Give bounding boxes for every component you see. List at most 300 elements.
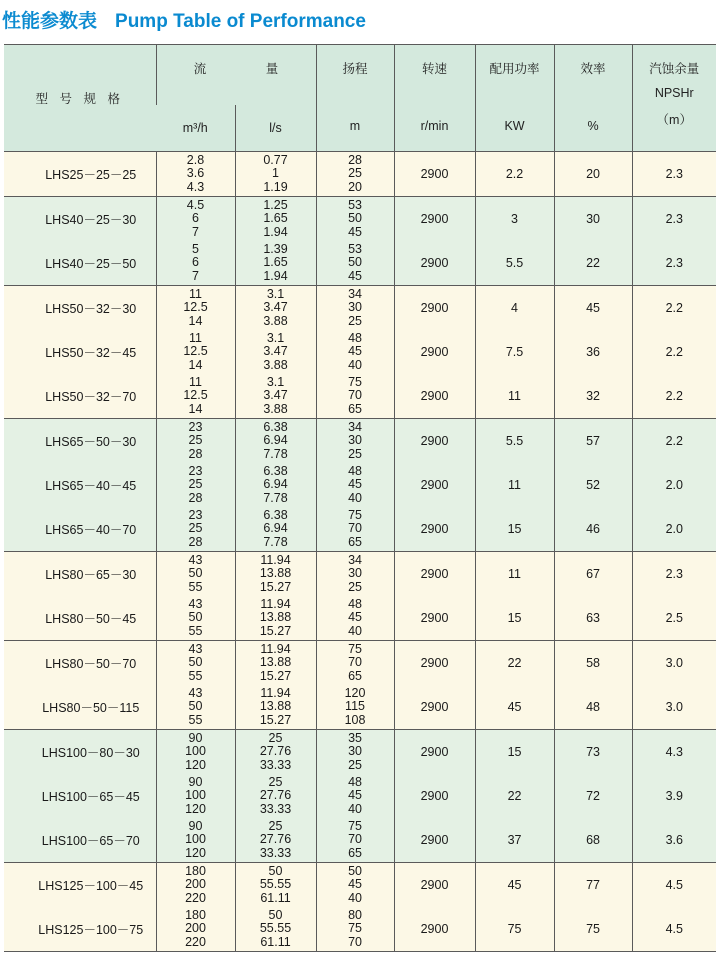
table-row xyxy=(4,685,716,730)
q-m3h-value: 220 xyxy=(185,934,206,949)
speed-cell: 2900 xyxy=(394,552,475,597)
header-head xyxy=(316,45,394,152)
efficiency-cell: 58 xyxy=(554,641,632,686)
power-cell: 11 xyxy=(475,552,554,597)
speed-cell: 2900 xyxy=(394,641,475,686)
efficiency-cell: 32 xyxy=(554,374,632,419)
table-row xyxy=(4,197,716,242)
speed-cell: 2900 xyxy=(394,685,475,730)
q-ls-value: 27.76 xyxy=(259,788,292,803)
table-row xyxy=(4,374,716,419)
npsh-cell: 2.3 xyxy=(632,197,716,242)
head-value: 40 xyxy=(348,801,362,816)
head-value: 70 xyxy=(348,934,362,949)
q-m3h-value: 43 xyxy=(188,552,203,567)
q-m3h-value: 6 xyxy=(192,211,199,226)
head-value: 40 xyxy=(348,490,362,505)
speed-cell: 2900 xyxy=(394,463,475,507)
q-m3h-value: 180 xyxy=(185,907,206,922)
npsh-cell: 2.3 xyxy=(632,152,716,197)
q-m3h-cell xyxy=(156,596,235,641)
q-ls-value: 7.78 xyxy=(263,446,288,461)
q-ls-value: 1.25 xyxy=(263,197,288,212)
table-row xyxy=(4,152,716,197)
q-ls-value: 27.76 xyxy=(259,744,292,759)
power-cell: 4 xyxy=(475,286,554,331)
head-value: 45 xyxy=(348,268,362,283)
q-ls-value: 3.47 xyxy=(263,300,288,315)
head-cell xyxy=(316,685,394,730)
model-cell: LHS100－65－45 xyxy=(4,774,156,818)
table-row xyxy=(4,330,716,374)
q-m3h-value: 14 xyxy=(188,401,203,416)
q-ls-cell xyxy=(235,863,316,908)
q-m3h-value: 4.3 xyxy=(186,179,205,194)
q-m3h-cell xyxy=(156,330,235,374)
q-ls-value: 1.94 xyxy=(263,224,288,239)
q-ls-value: 33.33 xyxy=(259,801,292,816)
q-ls-cell xyxy=(235,596,316,641)
speed-cell: 2900 xyxy=(394,818,475,863)
q-m3h-value: 28 xyxy=(188,490,203,505)
header-power-label: 配用功率 xyxy=(489,62,540,76)
q-m3h-value: 50 xyxy=(188,610,203,625)
q-ls-value: 3.88 xyxy=(263,357,288,372)
npsh-cell: 3.0 xyxy=(632,641,716,686)
head-value: 25 xyxy=(348,579,362,594)
q-m3h-value: 50 xyxy=(188,655,203,670)
q-ls-value: 3.47 xyxy=(263,344,288,359)
q-m3h-value: 6 xyxy=(192,255,199,270)
head-value: 70 xyxy=(348,388,362,403)
power-cell: 5.5 xyxy=(475,419,554,464)
q-ls-cell xyxy=(235,685,316,730)
header-flow: 流 量 xyxy=(156,45,316,106)
q-ls-value: 55.55 xyxy=(259,877,292,892)
head-cell xyxy=(316,774,394,818)
head-value: 34 xyxy=(348,286,362,301)
table-row xyxy=(4,596,716,641)
header-head-unit: m xyxy=(349,119,361,133)
npsh-cell: 3.0 xyxy=(632,685,716,730)
q-ls-cell xyxy=(235,286,316,331)
npsh-cell: 2.3 xyxy=(632,241,716,286)
head-cell xyxy=(316,641,394,686)
q-ls-value: 6.94 xyxy=(263,521,288,536)
speed-cell: 2900 xyxy=(394,197,475,242)
q-ls-value: 13.88 xyxy=(259,655,292,670)
head-value: 120 xyxy=(344,685,366,700)
q-m3h-cell xyxy=(156,463,235,507)
head-cell xyxy=(316,152,394,197)
head-value: 30 xyxy=(348,744,362,759)
model-cell: LHS25－25－25 xyxy=(4,152,156,197)
power-cell: 37 xyxy=(475,818,554,863)
q-m3h-cell xyxy=(156,907,235,952)
speed-cell: 2900 xyxy=(394,330,475,374)
q-ls-value: 3.88 xyxy=(263,313,288,328)
q-ls-value: 1.65 xyxy=(263,211,288,226)
q-m3h-value: 55 xyxy=(188,668,203,683)
q-ls-cell xyxy=(235,641,316,686)
model-cell: LHS50－32－45 xyxy=(4,330,156,374)
model-cell: LHS80－50－45 xyxy=(4,596,156,641)
table-row xyxy=(4,241,716,286)
q-ls-value: 33.33 xyxy=(259,845,292,860)
speed-cell: 2900 xyxy=(394,907,475,952)
title-en: Pump Table of Performance xyxy=(115,11,366,32)
q-m3h-value: 28 xyxy=(188,534,203,549)
q-ls-value: 0.77 xyxy=(263,152,288,167)
q-m3h-cell xyxy=(156,197,235,242)
speed-cell: 2900 xyxy=(394,596,475,641)
q-m3h-value: 120 xyxy=(185,757,206,772)
efficiency-cell: 52 xyxy=(554,463,632,507)
head-value: 25 xyxy=(348,446,362,461)
npsh-cell: 2.5 xyxy=(632,596,716,641)
head-cell xyxy=(316,730,394,775)
model-cell: LHS125－100－75 xyxy=(4,907,156,952)
model-cell: LHS100－80－30 xyxy=(4,730,156,775)
head-cell xyxy=(316,596,394,641)
q-m3h-value: 220 xyxy=(185,890,206,905)
speed-cell: 2900 xyxy=(394,730,475,775)
power-cell: 15 xyxy=(475,730,554,775)
q-ls-cell xyxy=(235,419,316,464)
q-ls-value: 3.1 xyxy=(266,374,285,389)
npsh-cell: 3.9 xyxy=(632,774,716,818)
model-cell: LHS125－100－45 xyxy=(4,863,156,908)
q-m3h-value: 55 xyxy=(188,579,203,594)
model-cell: LHS80－65－30 xyxy=(4,552,156,597)
head-value: 34 xyxy=(348,419,362,434)
head-value: 65 xyxy=(348,668,362,683)
head-cell xyxy=(316,818,394,863)
q-m3h-value: 43 xyxy=(188,596,203,611)
q-ls-value: 61.11 xyxy=(260,934,291,949)
power-cell: 45 xyxy=(475,685,554,730)
q-ls-value: 6.38 xyxy=(263,507,288,522)
efficiency-cell: 75 xyxy=(554,907,632,952)
q-ls-value: 50 xyxy=(268,907,283,922)
power-cell: 11 xyxy=(475,463,554,507)
head-value: 48 xyxy=(348,596,362,611)
q-ls-value: 1.19 xyxy=(263,179,288,194)
q-m3h-value: 28 xyxy=(188,446,203,461)
q-m3h-value: 2.8 xyxy=(186,152,205,167)
head-value: 40 xyxy=(348,890,362,905)
head-value: 25 xyxy=(348,313,362,328)
power-cell: 22 xyxy=(475,641,554,686)
q-ls-value: 11.94 xyxy=(260,685,291,700)
q-ls-cell xyxy=(235,730,316,775)
q-ls-value: 55.55 xyxy=(259,921,292,936)
model-cell: LHS80－50－70 xyxy=(4,641,156,686)
npsh-cell: 2.2 xyxy=(632,330,716,374)
header-head-label: 扬程 xyxy=(342,62,368,76)
q-m3h-cell xyxy=(156,863,235,908)
q-m3h-value: 100 xyxy=(185,788,206,803)
head-value: 20 xyxy=(348,179,362,194)
head-value: 50 xyxy=(348,255,362,270)
q-ls-value: 6.94 xyxy=(263,433,288,448)
head-value: 75 xyxy=(348,921,362,936)
head-cell xyxy=(316,197,394,242)
head-value: 48 xyxy=(348,774,362,789)
q-ls-cell xyxy=(235,463,316,507)
q-m3h-cell xyxy=(156,818,235,863)
header-efficiency xyxy=(554,45,632,152)
q-m3h-value: 50 xyxy=(188,566,203,581)
head-value: 75 xyxy=(348,641,362,656)
head-value: 48 xyxy=(348,330,362,345)
q-m3h-cell xyxy=(156,641,235,686)
npsh-cell: 2.3 xyxy=(632,552,716,597)
table-row xyxy=(4,774,716,818)
head-value: 45 xyxy=(348,877,362,892)
head-value: 30 xyxy=(348,300,362,315)
efficiency-cell: 57 xyxy=(554,419,632,464)
q-m3h-value: 12.5 xyxy=(183,388,208,403)
model-cell: LHS100－65－70 xyxy=(4,818,156,863)
speed-cell: 2900 xyxy=(394,507,475,552)
q-m3h-cell xyxy=(156,241,235,286)
q-ls-value: 7.78 xyxy=(263,490,288,505)
header-npsh-unit: （m） xyxy=(656,113,692,127)
power-cell: 75 xyxy=(475,907,554,952)
efficiency-cell: 45 xyxy=(554,286,632,331)
q-ls-value: 11.94 xyxy=(260,641,291,656)
efficiency-cell: 22 xyxy=(554,241,632,286)
q-ls-value: 3.47 xyxy=(263,388,288,403)
q-m3h-value: 14 xyxy=(188,313,203,328)
header-npsh-sub: NPSHr xyxy=(654,86,694,100)
head-value: 45 xyxy=(348,788,362,803)
q-m3h-value: 90 xyxy=(188,774,203,789)
head-cell xyxy=(316,241,394,286)
q-ls-value: 15.27 xyxy=(259,579,292,594)
q-m3h-value: 11 xyxy=(189,374,202,389)
head-value: 30 xyxy=(348,433,362,448)
q-m3h-value: 55 xyxy=(188,623,203,638)
head-value: 75 xyxy=(348,374,362,389)
q-m3h-value: 25 xyxy=(188,477,203,492)
head-value: 115 xyxy=(345,699,365,714)
q-ls-cell xyxy=(235,552,316,597)
head-value: 35 xyxy=(348,730,362,745)
table-row xyxy=(4,507,716,552)
q-m3h-value: 3.6 xyxy=(186,166,205,181)
q-ls-value: 15.27 xyxy=(259,623,292,638)
speed-cell: 2900 xyxy=(394,241,475,286)
q-m3h-value: 50 xyxy=(188,699,203,714)
q-ls-value: 11.94 xyxy=(260,596,291,611)
head-value: 70 xyxy=(348,521,362,536)
q-m3h-value: 12.5 xyxy=(183,300,208,315)
q-ls-value: 13.88 xyxy=(259,610,292,625)
head-value: 70 xyxy=(348,832,362,847)
q-ls-cell xyxy=(235,374,316,419)
table-body xyxy=(4,152,716,952)
q-m3h-value: 200 xyxy=(185,921,206,936)
q-ls-value: 25 xyxy=(268,774,283,789)
speed-cell: 2900 xyxy=(394,863,475,908)
speed-cell: 2900 xyxy=(394,419,475,464)
npsh-cell: 2.2 xyxy=(632,286,716,331)
head-value: 50 xyxy=(348,211,362,226)
q-ls-value: 1.39 xyxy=(263,241,288,256)
efficiency-cell: 77 xyxy=(554,863,632,908)
header-power xyxy=(475,45,554,152)
power-cell: 15 xyxy=(475,596,554,641)
model-cell: LHS65－50－30 xyxy=(4,419,156,464)
speed-cell: 2900 xyxy=(394,374,475,419)
head-value: 75 xyxy=(348,507,362,522)
efficiency-cell: 20 xyxy=(554,152,632,197)
q-m3h-value: 180 xyxy=(185,863,206,878)
head-value: 34 xyxy=(348,552,362,567)
q-m3h-value: 23 xyxy=(188,463,203,478)
npsh-cell: 2.2 xyxy=(632,419,716,464)
power-cell: 22 xyxy=(475,774,554,818)
table-row xyxy=(4,419,716,464)
q-ls-value: 6.38 xyxy=(263,419,288,434)
model-cell: LHS65－40－70 xyxy=(4,507,156,552)
q-ls-cell xyxy=(235,818,316,863)
q-ls-cell xyxy=(235,197,316,242)
q-ls-cell xyxy=(235,774,316,818)
q-m3h-value: 7 xyxy=(192,268,199,283)
table-row xyxy=(4,552,716,597)
q-m3h-cell xyxy=(156,730,235,775)
table-row xyxy=(4,818,716,863)
npsh-cell: 2.0 xyxy=(632,463,716,507)
head-cell xyxy=(316,552,394,597)
head-value: 30 xyxy=(348,566,362,581)
header-flow-unit-ls: l/s xyxy=(235,105,316,152)
q-ls-value: 15.27 xyxy=(259,712,292,727)
q-ls-value: 50 xyxy=(268,863,283,878)
q-m3h-value: 25 xyxy=(188,521,203,536)
q-ls-value: 3.1 xyxy=(266,286,285,301)
head-value: 40 xyxy=(348,623,362,638)
table-row xyxy=(4,863,716,908)
q-ls-value: 61.11 xyxy=(260,890,291,905)
q-m3h-cell xyxy=(156,419,235,464)
speed-cell: 2900 xyxy=(394,152,475,197)
header-speed-unit: r/min xyxy=(420,119,449,133)
q-m3h-value: 43 xyxy=(188,641,203,656)
head-value: 45 xyxy=(348,344,362,359)
q-m3h-value: 23 xyxy=(188,507,203,522)
q-ls-value: 25 xyxy=(268,818,283,833)
q-m3h-value: 11 xyxy=(189,286,202,301)
head-value: 48 xyxy=(348,463,362,478)
q-ls-cell xyxy=(235,152,316,197)
q-m3h-value: 120 xyxy=(185,801,206,816)
header-model: 型 号 规 格 xyxy=(4,45,156,152)
q-ls-value: 6.94 xyxy=(263,477,288,492)
q-m3h-value: 100 xyxy=(185,832,206,847)
model-cell: LHS80－50－115 xyxy=(4,685,156,730)
q-m3h-value: 100 xyxy=(185,744,206,759)
q-m3h-value: 7 xyxy=(192,224,199,239)
header-efficiency-label: 效率 xyxy=(580,62,606,76)
efficiency-cell: 36 xyxy=(554,330,632,374)
head-value: 65 xyxy=(348,845,362,860)
head-value: 65 xyxy=(348,534,362,549)
header-speed xyxy=(394,45,475,152)
q-m3h-value: 43 xyxy=(188,685,203,700)
q-ls-value: 25 xyxy=(268,730,283,745)
head-value: 108 xyxy=(344,712,366,727)
head-cell xyxy=(316,463,394,507)
efficiency-cell: 30 xyxy=(554,197,632,242)
head-value: 45 xyxy=(348,610,362,625)
q-ls-value: 11.94 xyxy=(260,552,291,567)
efficiency-cell: 46 xyxy=(554,507,632,552)
q-ls-value: 3.88 xyxy=(263,401,288,416)
model-cell: LHS40－25－50 xyxy=(4,241,156,286)
q-m3h-value: 55 xyxy=(188,712,203,727)
model-cell: LHS40－25－30 xyxy=(4,197,156,242)
q-ls-cell xyxy=(235,241,316,286)
head-value: 45 xyxy=(348,477,362,492)
page-title xyxy=(2,6,366,33)
speed-cell: 2900 xyxy=(394,774,475,818)
q-m3h-value: 12.5 xyxy=(183,344,208,359)
head-value: 70 xyxy=(348,655,362,670)
head-value: 50 xyxy=(348,863,362,878)
q-m3h-value: 23 xyxy=(188,419,203,434)
q-m3h-value: 25 xyxy=(188,433,203,448)
power-cell: 7.5 xyxy=(475,330,554,374)
q-ls-value: 33.33 xyxy=(259,757,292,772)
head-cell xyxy=(316,419,394,464)
efficiency-cell: 68 xyxy=(554,818,632,863)
q-ls-value: 15.27 xyxy=(259,668,292,683)
power-cell: 45 xyxy=(475,863,554,908)
q-ls-value: 27.76 xyxy=(259,832,292,847)
header-power-unit: KW xyxy=(504,119,525,133)
q-ls-cell xyxy=(235,330,316,374)
model-cell: LHS50－32－30 xyxy=(4,286,156,331)
q-ls-value: 1 xyxy=(272,166,279,181)
efficiency-cell: 48 xyxy=(554,685,632,730)
head-value: 53 xyxy=(348,241,362,256)
header-npsh-label: 汽蚀余量 xyxy=(649,62,700,76)
npsh-cell: 4.5 xyxy=(632,863,716,908)
head-value: 45 xyxy=(348,224,362,239)
header-speed-label: 转速 xyxy=(422,62,448,76)
power-cell: 3 xyxy=(475,197,554,242)
head-cell xyxy=(316,286,394,331)
power-cell: 15 xyxy=(475,507,554,552)
head-value: 40 xyxy=(348,357,362,372)
q-m3h-value: 90 xyxy=(188,818,203,833)
power-cell: 11 xyxy=(475,374,554,419)
q-ls-value: 3.1 xyxy=(266,330,285,345)
q-ls-value: 13.88 xyxy=(259,699,292,714)
head-value: 25 xyxy=(348,166,362,181)
title-cn: 性能参数表 xyxy=(2,10,98,32)
head-value: 53 xyxy=(348,197,362,212)
q-m3h-cell xyxy=(156,374,235,419)
header-npsh xyxy=(632,45,716,152)
q-m3h-value: 11 xyxy=(189,330,202,345)
table-row xyxy=(4,463,716,507)
npsh-cell: 2.2 xyxy=(632,374,716,419)
